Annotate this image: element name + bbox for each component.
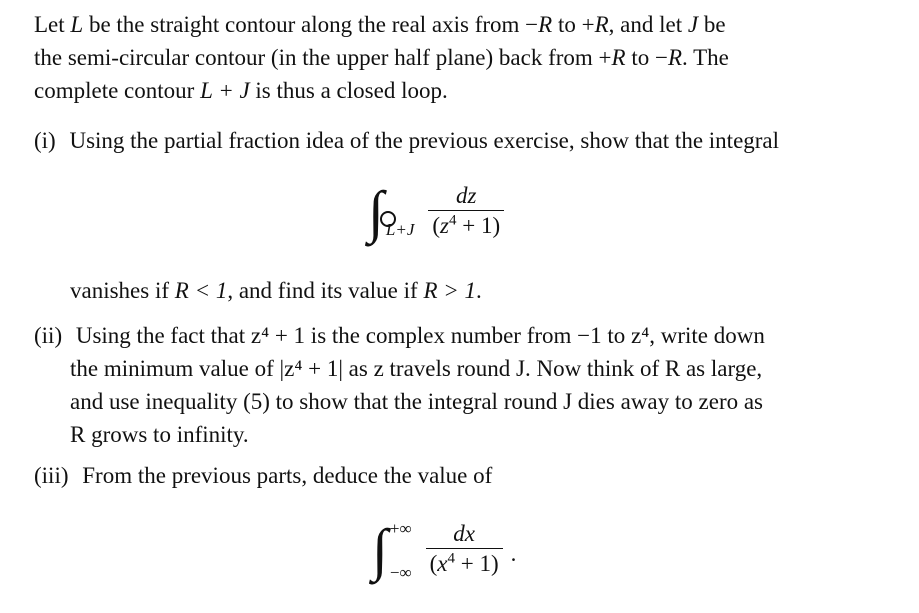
part-text: the minimum value of |z⁴ + 1| as z travels round J. Now think of R as large, bbox=[70, 356, 763, 381]
part-text: R grows to infinity. bbox=[70, 422, 249, 447]
intro-text: be the straight contour along the real axis from − bbox=[83, 12, 539, 37]
intro-paragraph bbox=[34, 8, 894, 107]
part-text: and use inequality (5) to show that the integral round J dies away to zero as bbox=[70, 389, 764, 414]
contour-integral-sign: ∫ bbox=[368, 183, 384, 241]
part-text: , and find its value if bbox=[227, 278, 424, 303]
part-text: . bbox=[476, 278, 482, 303]
intro-text: Let bbox=[34, 12, 71, 37]
condition: R > 1 bbox=[423, 278, 477, 303]
part-label: (ii) bbox=[34, 323, 63, 348]
intro-text: the semi-circular contour (in the upper half plane) back from + bbox=[34, 45, 612, 70]
denominator: $(z^4 + 1)$ bbox=[432, 212, 501, 238]
numerator: dz bbox=[456, 183, 477, 208]
var-L-plus-J: L + J bbox=[200, 78, 250, 103]
var-R: R bbox=[611, 45, 626, 70]
denominator: $(x^4 + 1)$ bbox=[429, 550, 499, 576]
var-J: J bbox=[687, 12, 699, 37]
intro-text: to + bbox=[552, 12, 595, 37]
intro-text: complete contour bbox=[34, 78, 201, 103]
part-label: (i) bbox=[34, 128, 56, 153]
var-R: R bbox=[667, 45, 683, 70]
intro-text: . The bbox=[682, 45, 729, 70]
part-i-continuation bbox=[70, 274, 919, 307]
fraction bbox=[428, 182, 504, 241]
var-L: L bbox=[70, 12, 84, 37]
intro-text: to − bbox=[625, 45, 668, 70]
intro-text: be bbox=[698, 12, 726, 37]
fraction bbox=[426, 520, 503, 579]
contour-integral bbox=[368, 178, 504, 244]
part-iii bbox=[34, 459, 894, 492]
part-text: From the previous parts, deduce the value of bbox=[82, 463, 493, 488]
numerator: dx bbox=[453, 521, 475, 546]
intro-text: , and let bbox=[608, 12, 688, 37]
upper-limit: +∞ bbox=[389, 518, 412, 538]
lower-limit: −∞ bbox=[389, 562, 412, 582]
condition: R < 1 bbox=[174, 278, 228, 303]
part-text: Using the fact that z⁴ + 1 is the complex number from −1 to z⁴, write down bbox=[75, 323, 765, 348]
part-i bbox=[34, 124, 894, 157]
part-ii bbox=[34, 319, 894, 451]
integral-sign: ∫ bbox=[372, 516, 388, 582]
part-text: vanishes if bbox=[70, 278, 175, 303]
definite-integral bbox=[372, 516, 517, 582]
part-label: (iii) bbox=[34, 463, 69, 488]
end-period: . bbox=[510, 541, 517, 566]
integral-subscript: L+J bbox=[385, 220, 415, 239]
var-R: R bbox=[538, 12, 553, 37]
part-text: Using the partial fraction idea of the previous exercise, show that the integral bbox=[69, 128, 780, 153]
intro-text: is thus a closed loop. bbox=[249, 78, 448, 103]
integral-limits bbox=[389, 518, 412, 582]
var-R: R bbox=[594, 12, 609, 37]
